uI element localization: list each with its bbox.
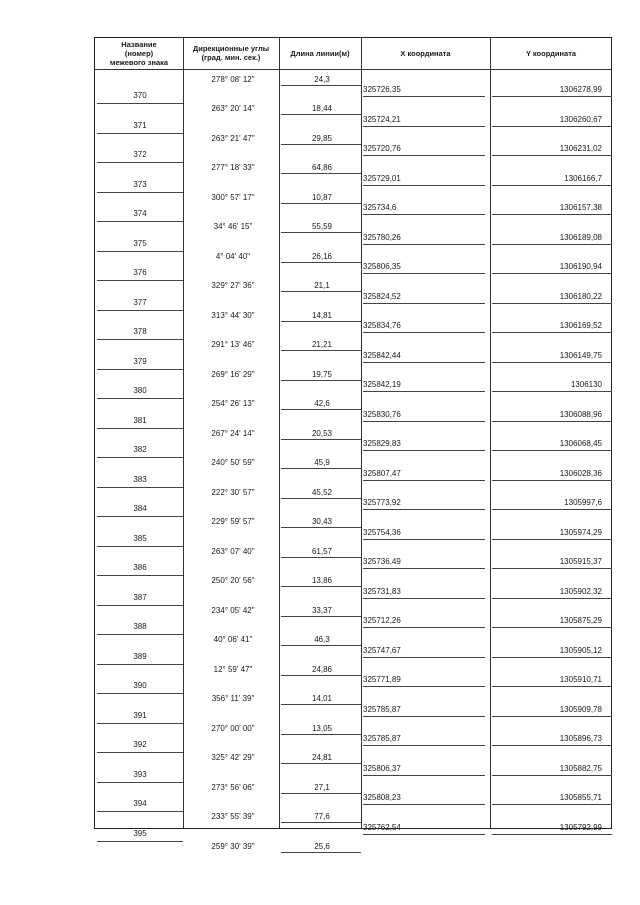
line-length: 45,52: [311, 487, 333, 497]
line-length: 29,85: [311, 133, 333, 143]
line-length: 45,9: [314, 458, 330, 467]
x-coordinate: 325736,49: [363, 557, 401, 566]
y-coordinate: 1305896,73: [559, 734, 602, 743]
underline: [363, 480, 485, 481]
underline: [97, 457, 183, 458]
underline: [492, 480, 612, 481]
x-coordinate: 325829,83: [363, 439, 401, 448]
underline: [97, 664, 183, 665]
point-name: 373: [133, 179, 147, 189]
point-name: 395: [133, 828, 147, 838]
x-coordinate: 325712,26: [363, 616, 401, 625]
y-coordinate: 1306169,52: [559, 321, 602, 330]
point-name: 391: [133, 710, 147, 720]
y-coordinate: 1306260,67: [559, 114, 602, 124]
line-length: 55,59: [311, 222, 333, 231]
line-length: 14,01: [311, 694, 333, 703]
underline: [97, 546, 183, 547]
point-name: 375: [133, 238, 147, 248]
y-coordinate: 1306231,02: [559, 144, 602, 153]
underline: [97, 339, 183, 340]
y-coordinate: 1306088,96: [559, 409, 602, 419]
underline: [492, 716, 612, 717]
x-coordinate: 325830,76: [363, 409, 401, 419]
underline: [363, 598, 485, 599]
direction-angle: 277° 18' 33": [211, 163, 255, 172]
direction-angle: 329° 27' 36": [211, 281, 255, 290]
line-length: 24,81: [311, 753, 333, 762]
line-length: 26,16: [311, 251, 333, 261]
x-coordinate: 325747,67: [363, 645, 401, 655]
x-coordinate: 325720,76: [363, 144, 401, 153]
underline: [97, 162, 183, 163]
x-coordinate: 325842,19: [363, 380, 401, 389]
line-length: 20,53: [311, 428, 333, 438]
y-coordinate: 1306189,08: [559, 232, 602, 242]
underline: [281, 409, 361, 410]
x-coordinate: 325724,21: [363, 114, 401, 124]
line-length: 61,57: [311, 546, 333, 556]
first-segment-length: 24,3: [314, 75, 330, 84]
underline: [363, 657, 485, 658]
underline: [363, 450, 485, 451]
y-coordinate: 1305855,71: [559, 793, 602, 802]
underline: [97, 369, 183, 370]
underline: [281, 763, 361, 764]
direction-angle: 259° 30' 39": [211, 841, 255, 851]
underline: [363, 804, 485, 805]
underline: [492, 96, 612, 97]
underline: [363, 539, 485, 540]
underline: [363, 155, 485, 156]
underline: [492, 598, 612, 599]
direction-angle: 250° 20' 56": [211, 576, 255, 585]
line-length: 14,81: [311, 310, 333, 320]
underline: [492, 539, 612, 540]
x-coordinate: 325785,87: [363, 734, 401, 743]
underline: [492, 804, 612, 805]
underline: [281, 85, 361, 86]
direction-angle: 263° 20' 14": [211, 104, 255, 113]
underline: [281, 645, 361, 646]
underline: [363, 185, 485, 186]
y-coordinate: 1305792,99: [559, 822, 602, 832]
line-length: 77,6: [314, 812, 330, 821]
underline: [492, 126, 612, 127]
underline: [363, 716, 485, 717]
underline: [281, 793, 361, 794]
direction-angle: 267° 24' 14": [211, 428, 255, 438]
y-coordinate: 1305902,32: [559, 586, 602, 596]
line-length: 21,21: [311, 340, 333, 349]
underline: [97, 634, 183, 635]
y-coordinate: 1305909,78: [559, 704, 602, 714]
underline: [492, 303, 612, 304]
underline: [363, 362, 485, 363]
underline: [281, 616, 361, 617]
x-coordinate: 325834,76: [363, 321, 401, 330]
underline: [281, 822, 361, 823]
direction-angle: 263° 21' 47": [211, 133, 255, 143]
x-coordinate: 325771,89: [363, 675, 401, 684]
underline: [492, 568, 612, 569]
y-coordinate: 1306028,36: [559, 468, 602, 478]
direction-angle: 240° 50' 59": [211, 458, 255, 467]
direction-angle: 273° 56' 06": [211, 782, 255, 792]
y-coordinate: 1305875,29: [559, 616, 602, 625]
header-separator: [95, 69, 611, 70]
header-line-length: Длина линии(м): [290, 48, 350, 58]
header-direction-angle: Дирекционные углы (град. мин. сек.): [192, 44, 270, 62]
underline: [97, 516, 183, 517]
underline: [363, 96, 485, 97]
underline: [97, 605, 183, 606]
underline: [281, 852, 361, 853]
underline: [281, 380, 361, 381]
x-coordinate: 325808,23: [363, 793, 401, 802]
underline: [492, 745, 612, 746]
underline: [492, 244, 612, 245]
line-length: 18,44: [311, 104, 333, 113]
direction-angle: 234° 05' 42": [211, 605, 255, 615]
point-name: 376: [133, 268, 147, 277]
coordinates-table: [94, 37, 612, 851]
underline: [492, 421, 612, 422]
first-segment-direction: 278° 08' 12": [211, 75, 255, 84]
underline: [363, 686, 485, 687]
x-coordinate: 325762,54: [363, 822, 401, 832]
underline: [281, 350, 361, 351]
line-length: 13,05: [311, 723, 333, 733]
y-coordinate: 1306278,99: [559, 85, 602, 94]
line-length: 42,6: [314, 399, 330, 408]
underline: [492, 155, 612, 156]
point-name: 386: [133, 563, 147, 572]
y-coordinate: 1305915,37: [559, 557, 602, 566]
point-name: 377: [133, 297, 147, 307]
underline: [363, 627, 485, 628]
y-coordinate: 1306149,75: [559, 350, 602, 360]
underline: [281, 114, 361, 115]
direction-angle: 222° 30' 57": [211, 487, 255, 497]
y-coordinate: 1305910,71: [559, 675, 602, 684]
underline: [492, 657, 612, 658]
underline: [281, 262, 361, 263]
underline: [281, 144, 361, 145]
underline: [281, 734, 361, 735]
x-coordinate: 325842,44: [363, 350, 401, 360]
underline: [363, 126, 485, 127]
underline: [492, 627, 612, 628]
line-length: 13,86: [311, 576, 333, 585]
point-name: 370: [133, 91, 147, 100]
underline: [97, 192, 183, 193]
underline: [97, 693, 183, 694]
header-y-coordinate: Y координата: [525, 48, 577, 58]
x-coordinate: 325754,36: [363, 527, 401, 537]
underline: [281, 704, 361, 705]
point-name: 381: [133, 415, 147, 425]
underline: [281, 498, 361, 499]
point-name: 387: [133, 592, 147, 602]
point-name: 392: [133, 740, 147, 749]
underline: [492, 214, 612, 215]
x-coordinate: 325806,37: [363, 763, 401, 773]
direction-angle: 291° 13' 46": [211, 340, 255, 349]
direction-angle: 313° 44' 30": [211, 310, 255, 320]
underline: [363, 745, 485, 746]
underline: [363, 834, 485, 835]
point-name: 371: [133, 120, 147, 130]
y-coordinate: 1305974,29: [559, 527, 602, 537]
underline: [97, 221, 183, 222]
underline: [492, 686, 612, 687]
underline: [492, 185, 612, 186]
point-name: 379: [133, 356, 147, 366]
line-length: 10,87: [311, 192, 333, 202]
underline: [97, 251, 183, 252]
point-name: 385: [133, 533, 147, 543]
line-length: 33,37: [311, 605, 333, 615]
underline: [281, 232, 361, 233]
underline: [363, 421, 485, 422]
underline: [97, 310, 183, 311]
y-coordinate: 1305882,75: [559, 763, 602, 773]
x-coordinate: 325780,26: [363, 232, 401, 242]
underline: [281, 203, 361, 204]
x-coordinate: 325807,47: [363, 468, 401, 478]
direction-angle: 34° 46' 15": [213, 222, 253, 231]
direction-angle: 12° 59' 47": [213, 664, 253, 674]
point-name: 383: [133, 474, 147, 484]
point-name: 384: [133, 504, 147, 513]
point-name: 380: [133, 386, 147, 395]
point-name: 374: [133, 209, 147, 218]
underline: [97, 133, 183, 134]
underline: [97, 782, 183, 783]
y-coordinate: 1306157,38: [559, 203, 602, 212]
direction-angle: 233° 55' 39": [211, 812, 255, 821]
point-name: 393: [133, 769, 147, 779]
point-name: 390: [133, 681, 147, 690]
underline: [281, 468, 361, 469]
underline: [281, 439, 361, 440]
x-coordinate: 325824,52: [363, 291, 401, 301]
y-coordinate: 1306180,22: [559, 291, 602, 301]
line-length: 24,86: [311, 664, 333, 674]
direction-angle: 40° 06' 41": [213, 635, 253, 644]
underline: [363, 303, 485, 304]
point-name: 389: [133, 651, 147, 661]
underline: [281, 291, 361, 292]
line-length: 19,75: [311, 369, 333, 379]
underline: [281, 527, 361, 528]
line-length: 21,1: [314, 281, 330, 290]
x-coordinate: 325729,01: [363, 173, 401, 183]
underline: [97, 103, 183, 104]
underline: [281, 675, 361, 676]
underline: [492, 450, 612, 451]
underline: [97, 428, 183, 429]
underline: [492, 775, 612, 776]
direction-angle: 254° 26' 13": [211, 399, 255, 408]
line-length: 46,3: [314, 635, 330, 644]
x-coordinate: 325726,35: [363, 85, 401, 94]
underline: [281, 173, 361, 174]
x-coordinate: 325734,6: [363, 203, 397, 212]
underline: [281, 586, 361, 587]
underline: [492, 273, 612, 274]
underline: [97, 280, 183, 281]
underline: [363, 509, 485, 510]
underline: [97, 575, 183, 576]
underline: [363, 775, 485, 776]
underline: [97, 398, 183, 399]
y-coordinate: 1306130: [570, 380, 602, 389]
point-name: 394: [133, 799, 147, 808]
direction-angle: 269° 16' 29": [211, 369, 255, 379]
point-name: 372: [133, 150, 147, 159]
underline: [97, 811, 183, 812]
line-length: 64,86: [311, 163, 333, 172]
point-name: 382: [133, 445, 147, 454]
x-coordinate: 325773,92: [363, 498, 401, 507]
line-length: 30,43: [311, 517, 333, 526]
underline: [97, 752, 183, 753]
x-coordinate: 325731,83: [363, 586, 401, 596]
y-coordinate: 1306190,94: [559, 262, 602, 271]
underline: [492, 362, 612, 363]
header-point-name: Название (номер) межевого знака: [109, 39, 169, 67]
underline: [492, 834, 612, 835]
direction-angle: 270° 00' 00": [211, 723, 255, 733]
direction-angle: 263° 07' 40": [211, 546, 255, 556]
underline: [492, 509, 612, 510]
y-coordinate: 1306068,45: [559, 439, 602, 448]
direction-angle: 4° 04' 40": [215, 251, 251, 261]
y-coordinate: 1305905,12: [559, 645, 602, 655]
direction-angle: 356° 11' 39": [211, 694, 255, 703]
y-coordinate: 1305997,6: [564, 498, 602, 507]
point-name: 378: [133, 327, 147, 336]
direction-angle: 300° 57' 17": [211, 192, 255, 202]
underline: [281, 557, 361, 558]
underline: [363, 332, 485, 333]
point-name: 388: [133, 622, 147, 631]
direction-angle: 325° 42' 29": [211, 753, 255, 762]
line-length: 27,1: [314, 782, 330, 792]
x-coordinate: 325806,35: [363, 262, 401, 271]
line-length: 25,6: [314, 841, 330, 851]
underline: [363, 214, 485, 215]
direction-angle: 229° 59' 57": [211, 517, 255, 526]
underline: [97, 487, 183, 488]
underline: [97, 841, 183, 842]
underline: [97, 723, 183, 724]
underline: [492, 391, 612, 392]
underline: [363, 391, 485, 392]
underline: [363, 244, 485, 245]
underline: [363, 568, 485, 569]
header-x-coordinate: X координата: [400, 48, 451, 58]
y-coordinate: 1306166,7: [564, 173, 602, 183]
underline: [281, 321, 361, 322]
underline: [492, 332, 612, 333]
x-coordinate: 325785,87: [363, 704, 401, 714]
underline: [363, 273, 485, 274]
